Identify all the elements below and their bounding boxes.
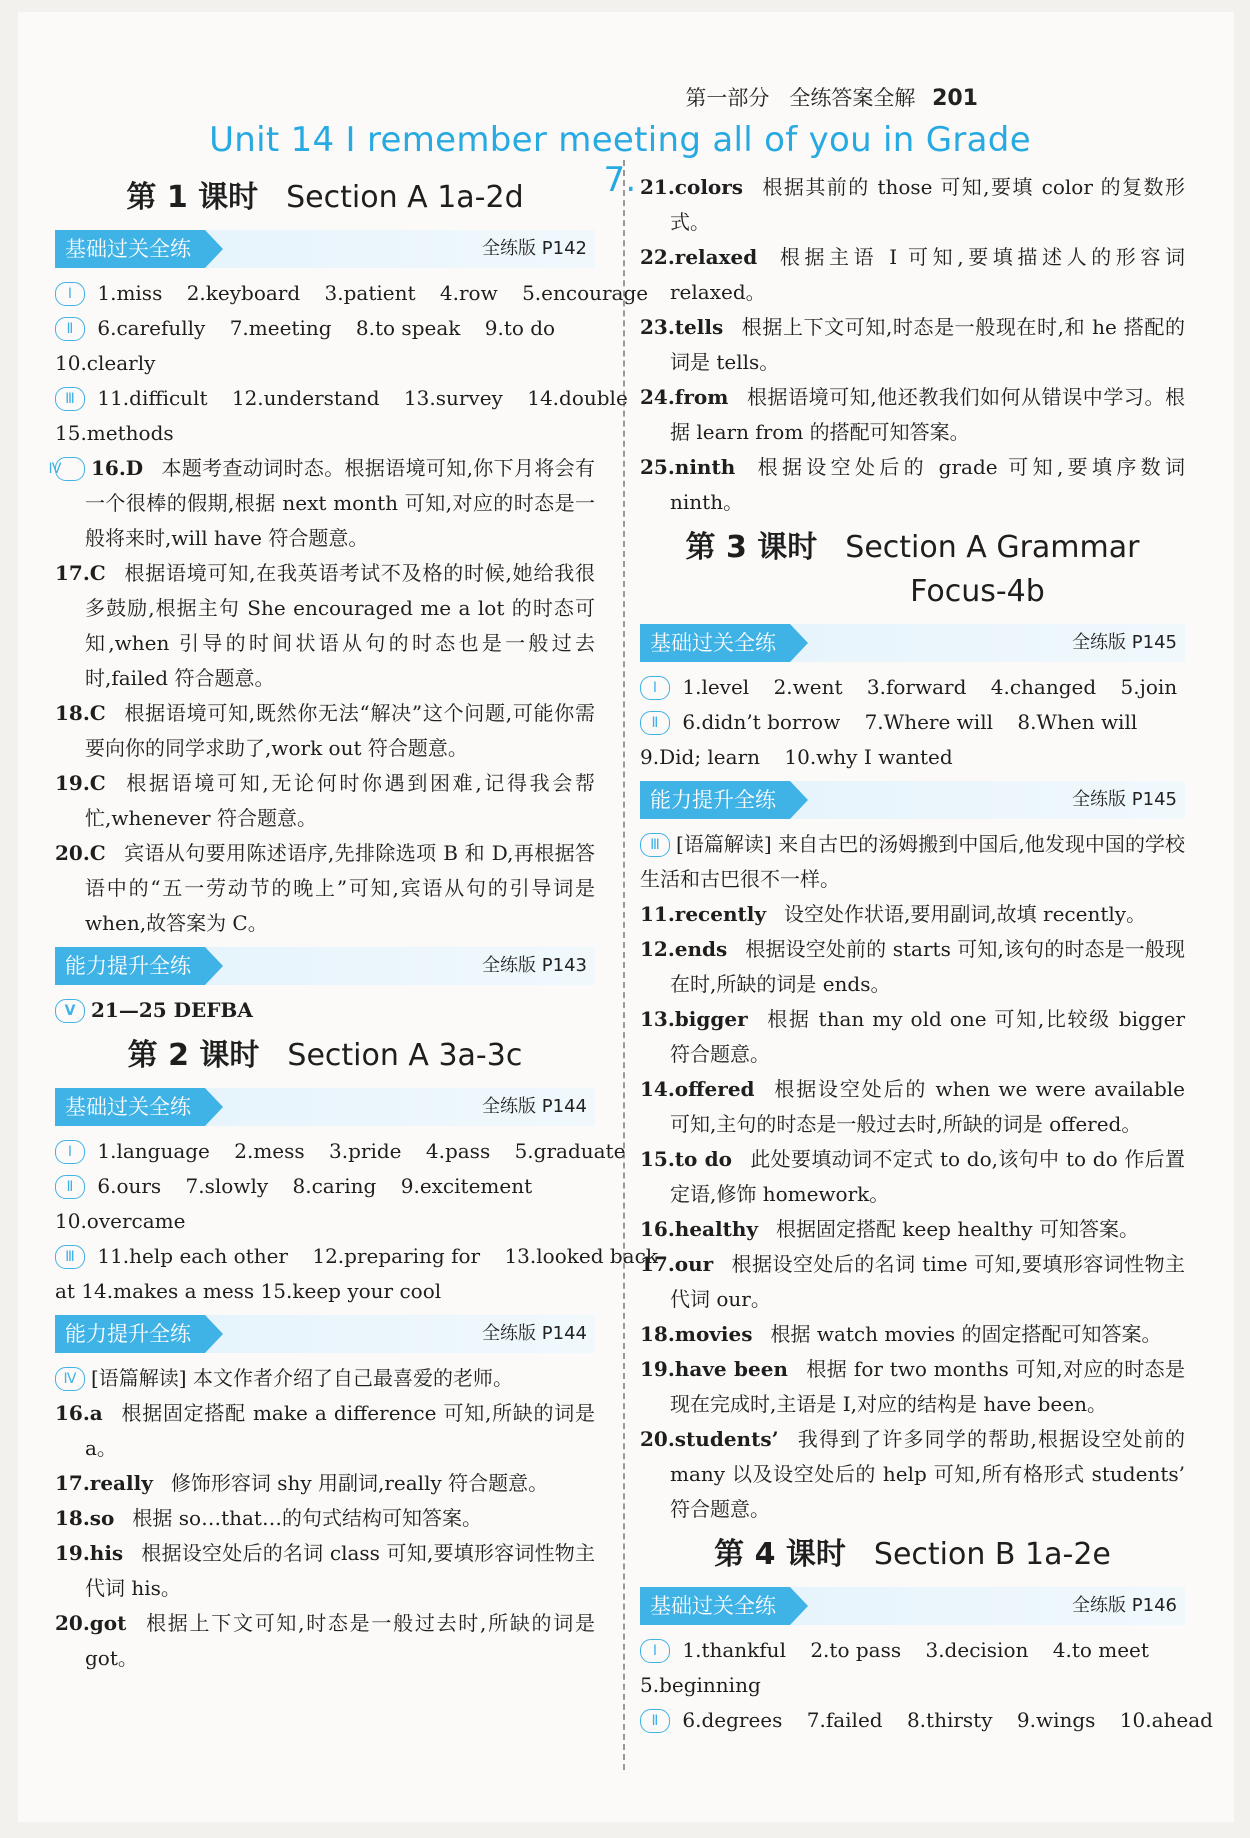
explanation xyxy=(55,696,595,766)
explanation-text: 本题考查动词时态。根据语境可知,你下月将会有一个很棒的假期,根据 next month 可知,对应的时态是一般将来时,will have 符合题意。 xyxy=(85,456,595,550)
explanation xyxy=(640,1002,1185,1072)
answer-item: 7.failed xyxy=(806,1708,883,1732)
explanation-text: 根据语境可知,在我英语考试不及格的时候,她给我很多鼓励,根据主句 She encouraged me a lot 的时态可知,when 引导的时间状语从句的时态也是一般过去时,failed 符合题意。 xyxy=(85,561,595,690)
answer-item: 1.level xyxy=(682,675,750,699)
explanation-text: 根据设空处后的 when we were available 可知,主句的时态是一般过去时,所缺的词是 offered。 xyxy=(670,1077,1185,1136)
band-ref: 全练版 P145 xyxy=(1072,789,1177,810)
answer-key: 22.relaxed xyxy=(640,245,758,269)
answer-item: 11.help each other xyxy=(97,1244,288,1268)
answer-item: 3.decision xyxy=(925,1638,1029,1662)
section-band xyxy=(640,1587,1185,1625)
answer-item: 12.preparing for xyxy=(312,1244,481,1268)
answer-key: 16.D xyxy=(91,456,144,480)
explanation-text: 根据 watch movies 的固定搭配可知答案。 xyxy=(770,1322,1162,1346)
answer-key: 11.recently xyxy=(640,902,766,926)
explanation xyxy=(55,556,595,696)
section-band xyxy=(640,624,1185,662)
answer-key: 16.a xyxy=(55,1401,103,1425)
answer-key: 24.from xyxy=(640,385,729,409)
explanation-text: 宾语从句要用陈述语序,先排除选项 B 和 D,再根据答语中的“五一劳动节的晚上”可知,宾语从句的引导词是 when,故答案为 C。 xyxy=(85,841,595,935)
answer-item: 3.patient xyxy=(324,281,416,305)
lesson-label: 第 3 课时 xyxy=(685,530,818,565)
explanation-text: 根据固定搭配 make a difference 可知,所缺的词是 a。 xyxy=(85,1401,595,1460)
answer-item: 8.to speak xyxy=(355,316,461,340)
answer-item: 2.keyboard xyxy=(186,281,301,305)
band-tag: 基础过关全练 xyxy=(640,624,790,662)
answer-row: 5.beginning xyxy=(640,1673,761,1697)
explanation xyxy=(55,766,595,836)
explanation-text: 根据设空处后的 grade 可知,要填序数词 ninth。 xyxy=(670,455,1185,514)
roman-badge: Ⅰ xyxy=(55,282,85,306)
answer-item: 9.to do xyxy=(484,316,556,340)
answer-key: 21.colors xyxy=(640,175,744,199)
lesson-section: Section A Grammar xyxy=(845,530,1140,565)
answer-item: 5.graduate xyxy=(514,1139,626,1163)
answer-key: 17.our xyxy=(640,1252,714,1276)
answer-key: 18.C xyxy=(55,701,106,725)
explanation xyxy=(640,1072,1185,1142)
answer-row xyxy=(55,1239,658,1274)
section-band xyxy=(55,1315,595,1353)
answer-key: 20.C xyxy=(55,841,106,865)
roman-badge: Ⅱ xyxy=(55,1175,85,1199)
explanation-text: 设空处作状语,要用副词,故填 recently。 xyxy=(783,902,1147,926)
explanation xyxy=(640,380,1185,450)
explanation-text: 根据 than my old one 可知,比较级 bigger 符合题意。 xyxy=(670,1007,1185,1066)
explanation xyxy=(640,240,1185,310)
lesson-section: Section B 1a-2e xyxy=(873,1537,1111,1572)
answer-item: 9.excitement xyxy=(400,1174,533,1198)
band-tag: 基础过关全练 xyxy=(55,230,205,268)
answer-item: 4.row xyxy=(439,281,498,305)
answer-key: 19.his xyxy=(55,1541,124,1565)
explanation xyxy=(640,170,1185,240)
answer-key: 18.so xyxy=(55,1506,115,1530)
explanation xyxy=(640,932,1185,1002)
explanation-text: 根据语境可知,既然你无法“解决”这个问题,可能你需要向你的同学求助了,work out 符合题意。 xyxy=(85,701,595,760)
lesson-label: 第 1 课时 xyxy=(126,180,259,215)
explanation-text: 根据 for two months 可知,对应的时态是现在完成时,主语是 I,对应的结构是 have been。 xyxy=(670,1357,1186,1416)
roman-badge: Ⅰ xyxy=(640,676,670,700)
answer-item: 5.join xyxy=(1120,675,1178,699)
answer-item: 7.Where will xyxy=(864,710,993,734)
header-section: 全练答案全解 xyxy=(789,86,916,110)
explanation-text: 根据主语 I 可知,要填描述人的形容词 relaxed。 xyxy=(670,245,1185,304)
answer-item: 8.caring xyxy=(292,1174,377,1198)
answer-key: 20.got xyxy=(55,1611,127,1635)
answer-item: 8.When will xyxy=(1017,710,1138,734)
answer-key: 15.to do xyxy=(640,1147,732,1171)
band-ref: 全练版 P146 xyxy=(1072,1595,1177,1616)
answer-row xyxy=(55,311,595,346)
roman-badge: Ⅰ xyxy=(55,1140,85,1164)
intro-text: [语篇解读] 来自古巴的汤姆搬到中国后,他发现中国的学校生活和古巴很不一样。 xyxy=(640,832,1185,891)
answer-item: 1.thankful xyxy=(682,1638,786,1662)
answer-item: 14.double xyxy=(527,386,628,410)
band-tag: 能力提升全练 xyxy=(55,1315,205,1353)
answer-row xyxy=(55,276,649,311)
header-part: 第一部分 xyxy=(685,86,770,110)
answer-item: 11.difficult xyxy=(97,386,208,410)
answer-item: 9.wings xyxy=(1016,1708,1096,1732)
answer-item: 4.changed xyxy=(990,675,1097,699)
answer-row: 10.clearly xyxy=(55,351,156,375)
explanation xyxy=(640,1317,1185,1352)
explanation xyxy=(640,1422,1185,1527)
explanation-text: 根据上下文可知,时态是一般现在时,和 he 搭配的词是 tells。 xyxy=(670,315,1185,374)
band-ref: 全练版 P142 xyxy=(482,238,587,259)
answer-row xyxy=(55,993,595,1028)
explanation-text: 我得到了许多同学的帮助,根据设空处前的 many 以及设空处后的 help 可知,所有格形式 students’ 符合题意。 xyxy=(670,1427,1185,1521)
answer-item: 7.meeting xyxy=(229,316,332,340)
band-tag: 基础过关全练 xyxy=(55,1088,205,1126)
answer-row: 10.overcame xyxy=(55,1209,186,1233)
passage-intro xyxy=(640,827,1185,897)
lesson-3-heading xyxy=(640,526,1185,614)
explanation xyxy=(48,451,595,556)
explanation xyxy=(55,1606,595,1676)
band-ref: 全练版 P145 xyxy=(1072,632,1177,653)
answer-item: 6.ours xyxy=(97,1174,162,1198)
explanation xyxy=(55,1536,595,1606)
answer-key: 18.movies xyxy=(640,1322,753,1346)
answer-key: 20.students’ xyxy=(640,1427,779,1451)
band-ref: 全练版 P143 xyxy=(482,955,587,976)
answer-item: 10.why I wanted xyxy=(784,745,953,769)
explanation-text: 根据语境可知,无论何时你遇到困难,记得我会帮忙,whenever 符合题意。 xyxy=(85,771,595,830)
answer-row: 15.methods xyxy=(55,421,174,445)
answer-item: 5.encourage xyxy=(522,281,649,305)
explanation xyxy=(640,1352,1185,1422)
explanation xyxy=(640,450,1185,520)
lesson-4-heading xyxy=(640,1533,1185,1577)
answer-key: 14.offered xyxy=(640,1077,755,1101)
explanation-text: 根据设空处后的名词 class 可知,要填形容词性物主代词 his。 xyxy=(85,1541,595,1600)
answer-key: 16.healthy xyxy=(640,1217,759,1241)
left-column xyxy=(48,170,658,1676)
explanation-text: 根据其前的 those 可知,要填 color 的复数形式。 xyxy=(670,175,1185,234)
answer-key: 12.ends xyxy=(640,937,728,961)
right-column xyxy=(640,170,1213,1738)
answer-item: 2.to pass xyxy=(810,1638,902,1662)
answer-key: 13.bigger xyxy=(640,1007,748,1031)
answer-item: 2.went xyxy=(773,675,843,699)
roman-badge: Ⅳ xyxy=(55,457,85,481)
lesson-section: Section A 3a-3c xyxy=(287,1038,523,1073)
answer-item: 4.pass xyxy=(425,1139,491,1163)
explanation-text: 修饰形容词 shy 用副词,really 符合题意。 xyxy=(170,1471,549,1495)
band-tag: 能力提升全练 xyxy=(640,781,790,819)
explanation xyxy=(640,897,1185,932)
roman-badge: Ⅳ xyxy=(55,1367,85,1391)
explanation xyxy=(640,1247,1185,1317)
section-band xyxy=(55,947,595,985)
lesson-1-heading xyxy=(55,176,595,220)
roman-badge: Ⅱ xyxy=(640,711,670,735)
explanation xyxy=(640,310,1185,380)
page-header xyxy=(685,82,978,112)
explanation xyxy=(55,1396,595,1466)
explanation-text: 根据上下文可知,时态是一般过去时,所缺的词是 got。 xyxy=(85,1611,595,1670)
roman-badge: Ⅲ xyxy=(640,833,670,857)
lesson-2-heading xyxy=(55,1034,595,1078)
lesson-label: 第 4 课时 xyxy=(714,1537,846,1572)
explanation xyxy=(55,836,595,941)
explanation xyxy=(55,1501,595,1536)
band-tag: 能力提升全练 xyxy=(55,947,205,985)
explanation xyxy=(640,1142,1185,1212)
section-band xyxy=(640,781,1185,819)
explanation-text: 此处要填动词不定式 to do,该句中 to do 作后置定语,修饰 homework。 xyxy=(670,1147,1185,1206)
roman-badge: Ⅱ xyxy=(640,1709,670,1733)
roman-badge: Ⅱ xyxy=(55,317,85,341)
answer-row xyxy=(640,1703,1213,1738)
unit-title: Unit 14 I remember meeting all of you in Grade 7. xyxy=(209,120,1031,200)
answer-row: at 14.makes a mess 15.keep your cool xyxy=(55,1279,442,1303)
answer-item: 3.forward xyxy=(866,675,967,699)
answer-key: 17.C xyxy=(55,561,106,585)
answer-item: 1.language xyxy=(97,1139,210,1163)
answer-key: 17.really xyxy=(55,1471,153,1495)
roman-badge: Ⅰ xyxy=(640,1639,670,1663)
intro-text: [语篇解读] 本文作者介绍了自己最喜爱的老师。 xyxy=(91,1366,513,1390)
lesson-section-cont: Focus-4b xyxy=(910,574,1045,609)
answer-row xyxy=(640,705,1185,740)
band-tag: 基础过关全练 xyxy=(640,1587,790,1625)
explanation xyxy=(640,1212,1185,1247)
answer-item: 6.didn’t borrow xyxy=(682,710,841,734)
roman-badge: Ⅲ xyxy=(55,387,85,411)
roman-badge: Ⅲ xyxy=(55,1245,85,1269)
answer-item: 8.thirsty xyxy=(906,1708,993,1732)
band-ref: 全练版 P144 xyxy=(482,1096,587,1117)
explanation-text: 根据语境可知,他还教我们如何从错误中学习。根据 learn from 的搭配可知答案。 xyxy=(670,385,1185,444)
answer-row xyxy=(55,1169,595,1204)
answer-item: 10.ahead xyxy=(1119,1708,1213,1732)
answer-row xyxy=(55,1134,626,1169)
answer-key: 23.tells xyxy=(640,315,724,339)
band-ref: 全练版 P144 xyxy=(482,1323,587,1344)
answer-item: 3.pride xyxy=(329,1139,402,1163)
passage-intro xyxy=(55,1361,595,1396)
lesson-section: Section A 1a-2d xyxy=(286,180,524,215)
answer-item: 13.survey xyxy=(403,386,503,410)
answer-item: 6.degrees xyxy=(682,1708,783,1732)
section-band xyxy=(55,230,595,268)
answer-row xyxy=(640,670,1185,705)
answer-key: 19.have been xyxy=(640,1357,788,1381)
explanation-text: 根据设空处前的 starts 可知,该句的时态是一般现在时,所缺的词是 ends。 xyxy=(670,937,1185,996)
answer-row xyxy=(640,740,1185,775)
answer-row xyxy=(640,1633,1185,1668)
answer-key: 19.C xyxy=(55,771,106,795)
answer-key: 25.ninth xyxy=(640,455,736,479)
explanation-text: 根据 so…that…的句式结构可知答案。 xyxy=(132,1506,482,1530)
section-band xyxy=(55,1088,595,1126)
lesson-label: 第 2 课时 xyxy=(127,1038,260,1073)
answer-item: 1.miss xyxy=(97,281,163,305)
answer-item: 4.to meet xyxy=(1052,1638,1149,1662)
explanation-text: 根据固定搭配 keep healthy 可知答案。 xyxy=(776,1217,1139,1241)
explanation-text: 根据设空处后的名词 time 可知,要填形容词性物主代词 our。 xyxy=(670,1252,1185,1311)
page-number: 201 xyxy=(932,86,978,111)
answer-item: 9.Did; learn xyxy=(640,745,761,769)
answer-item: 21—25 DEFBA xyxy=(91,998,253,1022)
answer-item: 13.looked back xyxy=(504,1244,658,1268)
answer-item: 6.carefully xyxy=(97,316,206,340)
answer-item: 2.mess xyxy=(234,1139,305,1163)
answer-item: 7.slowly xyxy=(185,1174,269,1198)
explanation xyxy=(55,1466,595,1501)
answer-item: 12.understand xyxy=(231,386,380,410)
roman-badge: Ⅴ xyxy=(55,999,85,1023)
answer-row xyxy=(55,381,628,416)
